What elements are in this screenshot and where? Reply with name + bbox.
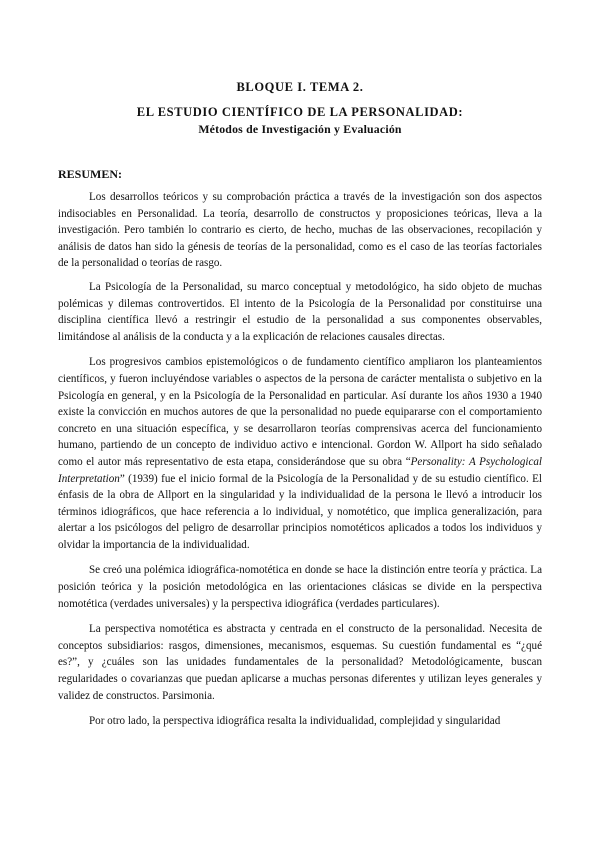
paragraph-3 — [58, 354, 542, 553]
paragraph-2: La Psicología de la Personalidad, su marco conceptual y metodológico, ha sido objeto de muchas polémicas y dilemas controvertidos. El intento de la Psicología de la Personalidad por constituirse una disciplina científica llevó a restringir el estudio de la personalidad a sus componentes observables, limitándose al análisis de la conducta y a la explicación de relaciones causales directas. — [58, 280, 542, 343]
paragraph-3-text-b: ” (1939) fue el inicio formal de la Psicología de la Personalidad y de su estudio científico. El énfasis de la obra de Allport en la singularidad y la individualidad de la persona le llevó a introducir los términos idiográficos, que hace referencia a lo individual, y nomotético, que implica generalización, para alertar a los psicólogos del peligro de desarrollar principios nomotéticos aplicados a todos los individuos y olvidar la importancia de la individualidad. — [58, 472, 542, 551]
paragraph-4: Se creó una polémica idiográfica-nomotética en donde se hace la distinción entre teoría y práctica. La posición teórica y la posición metodológica en las orientaciones clásicas se divide en la perspectiva nomotética (verdades universales) y la perspectiva idiográfica (verdades particulares). — [58, 564, 542, 610]
paragraph-5: La perspectiva nomotética es abstracta y centrada en el constructo de la personalidad. Necesita de conceptos subsidiarios: rasgos, dimensiones, mecanismos, esquemas. Su cuestión fundamental es “¿qué es?”, y ¿cuáles son las unidades fundamentales de la personalidad? Metodológicamente, buscan regularidades o covarianzas que puedan aplicarse a muchas personas diferentes y utilizan leyes generales y validez de constructos. Parsimonia. — [58, 623, 542, 702]
document-subtitle: Métodos de Investigación y Evaluación — [198, 122, 402, 136]
paragraph-3-text-a: Los progresivos cambios epistemológicos o de fundamento científico ampliaron los planteamientos científicos, y fueron incluyéndose variables o aspectos de la persona de carácter mentalista o subjetivo en la Psicología en general, y en la Psicología de la Personalidad en particular. Así durante los años 1930 a 1940 existe la convicción en muchos autores de que la personalidad no puede equipararse con el comportamiento concreto en una situación específica, y se desarrollaron teorías comprensivas acerca del funcionamiento humano, partiendo de un concepto de individuo activo e intencional. Gordon W. Allport ha sido señalado como el autor más representativo de esta etapa, considerándose que su obra “ — [58, 356, 542, 468]
paragraph-6: Por otro lado, la perspectiva idiográfica resalta la individualidad, complejidad y singularidad — [89, 715, 501, 728]
summary-heading: RESUMEN: — [58, 167, 123, 181]
document-title: EL ESTUDIO CIENTÍFICO DE LA PERSONALIDAD: — [136, 105, 464, 119]
book-title: Personality: A Psychological Interpretation — [58, 455, 543, 485]
paragraph-1: Los desarrollos teóricos y su comprobación práctica a través de la investigación son dos aspectos indisociables en Personalidad. La teoría, desarrollo de constructos y proposiciones teóricas, lleva a la investigación. Pero también lo contrario es cierto, de hecho, muchas de las observaciones, recopilación y análisis de datos han sido la génesis de teorías de la personalidad, como es el caso de las teorías factoriales de la personalidad o teorías de rasgo. — [58, 191, 542, 270]
block-heading: BLOQUE I. TEMA 2. — [236, 80, 364, 94]
summary-body — [58, 189, 542, 739]
